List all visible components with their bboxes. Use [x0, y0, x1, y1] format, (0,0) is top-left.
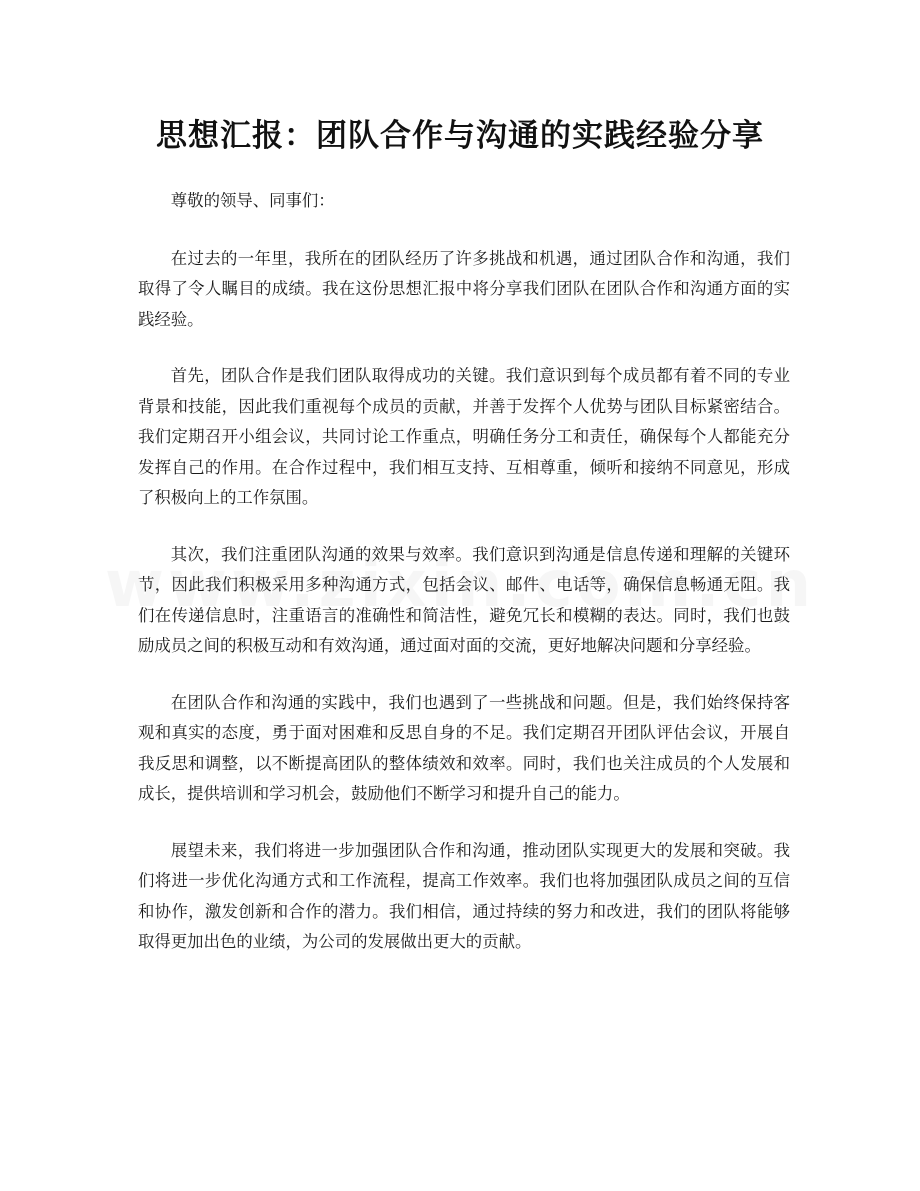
- paragraph-5: 展望未来，我们将进一步加强团队合作和沟通，推动团队实现更大的发展和突破。我们将进一步优化沟通方式和工作流程，提高工作效率。我们也将加强团队成员之间的互信和协作，激发创新和合作的潜力。我们相信，通过持续的努力和改进，我们的团队将能够取得更加出色的业绩，为公司的发展做出更大的贡献。: [138, 840, 790, 951]
- page-title: 思想汇报：团队合作与沟通的实践经验分享: [156, 118, 764, 154]
- document-body: [138, 186, 790, 984]
- paragraph-4: 在团队合作和沟通的实践中，我们也遇到了一些挑战和问题。但是，我们始终保持客观和真实的态度，勇于面对困难和反思自身的不足。我们定期召开团队评估会议，开展自我反思和调整，以不断提高团队的整体绩效和效率。同时，我们也关注成员的个人发展和成长，提供培训和学习机会，鼓励他们不断学习和提升自己的能力。: [138, 692, 790, 803]
- paragraph-1: 在过去的一年里，我所在的团队经历了许多挑战和机遇，通过团队合作和沟通，我们取得了令人瞩目的成绩。我在这份思想汇报中将分享我们团队在团队合作和沟通方面的实践经验。: [138, 248, 790, 329]
- greeting: 尊敬的领导、同事们：: [170, 191, 335, 210]
- paragraph-3: 其次，我们注重团队沟通的效果与效率。我们意识到沟通是信息传递和理解的关键环节，因此我们积极采用多种沟通方式，包括会议、邮件、电话等，确保信息畅通无阻。我们在传递信息时，注重语言的准确性和简洁性，避免冗长和模糊的表达。同时，我们也鼓励成员之间的积极互动和有效沟通，通过面对面的交流，更好地解决问题和分享经验。: [138, 544, 790, 655]
- paragraph-2: 首先，团队合作是我们团队取得成功的关键。我们意识到每个成员都有着不同的专业背景和技能，因此我们重视每个成员的贡献，并善于发挥个人优势与团队目标紧密结合。我们定期召开小组会议，共同讨论工作重点，明确任务分工和责任，确保每个人都能充分发挥自己的作用。在合作过程中，我们相互支持、互相尊重，倾听和接纳不同意见，形成了积极向上的工作氛围。: [138, 366, 790, 507]
